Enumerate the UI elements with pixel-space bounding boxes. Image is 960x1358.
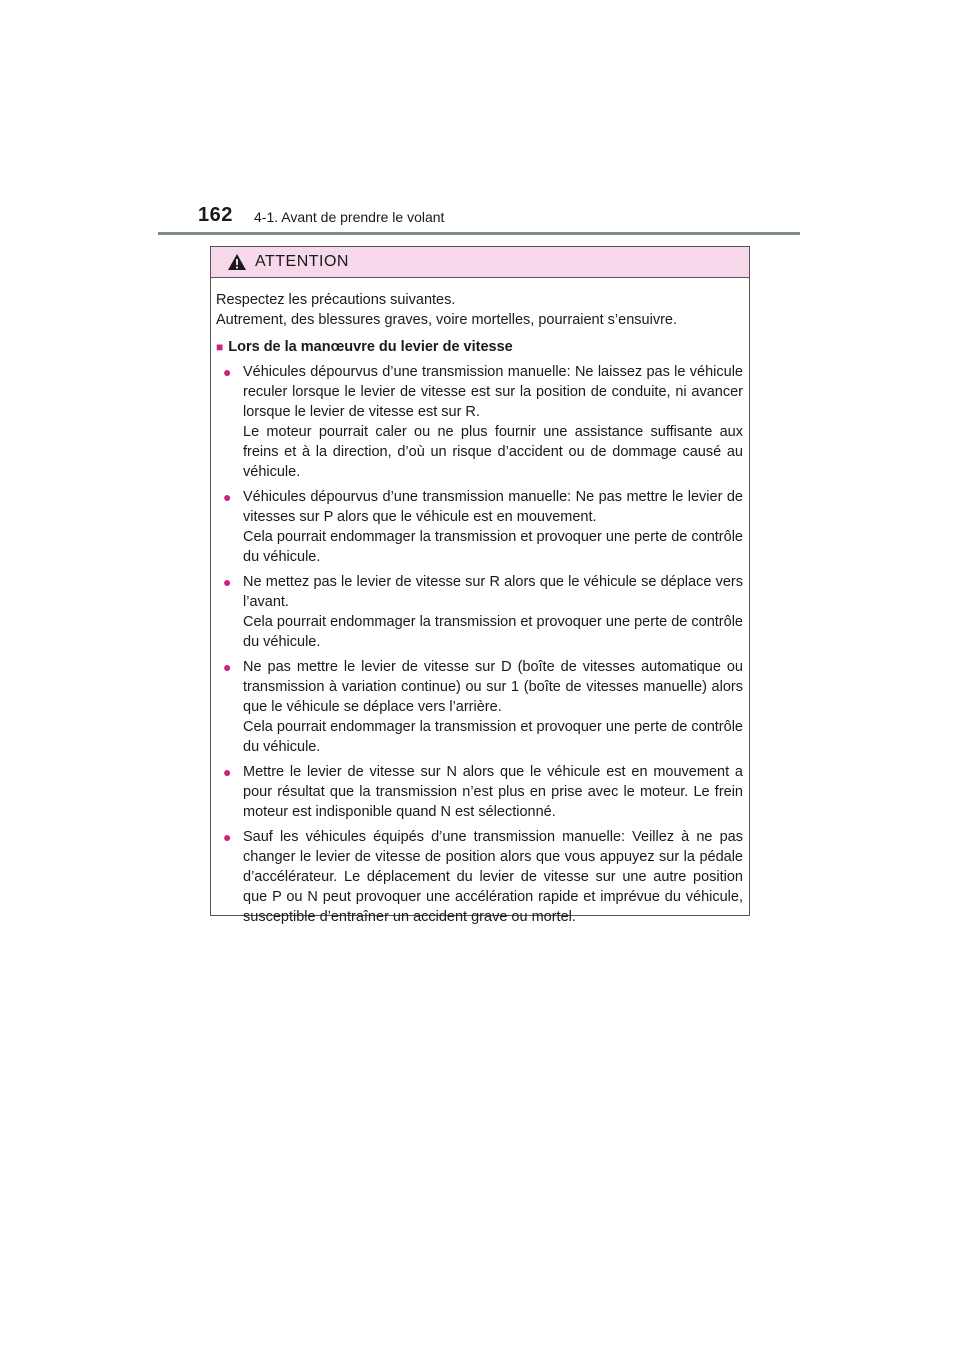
list-item bbox=[223, 487, 743, 567]
warning-title: ATTENTION bbox=[255, 253, 349, 270]
item-text: Mettre le levier de vitesse sur N alors que le véhicule est en mouvement a pour résultat que la transmission n’est plus en prise avec le moteur. Le frein moteur est indisponible quand N est sélectionné. bbox=[243, 764, 743, 820]
list-item bbox=[223, 362, 743, 482]
item-text: Ne pas mettre le levier de vitesse sur D (boîte de vitesses automatique ou transmission à variation continue) ou sur 1 (boîte de vitesses manuelle) alors que le véhicule se déplace vers l’arrière. bbox=[243, 659, 743, 715]
list-item bbox=[223, 657, 743, 757]
list-item bbox=[223, 827, 743, 927]
list-item bbox=[223, 762, 743, 822]
warning-intro bbox=[216, 290, 743, 330]
item-note: Cela pourrait endommager la transmission et provoquer une perte de contrôle du véhicule. bbox=[243, 719, 743, 755]
item-text: Véhicules dépourvus d’une transmission manuelle: Ne pas mettre le levier de vitesses sur P alors que le véhicule est en mouvement. bbox=[243, 489, 743, 525]
circle-bullet-icon: ● bbox=[223, 829, 232, 845]
item-note: Cela pourrait endommager la transmission et provoquer une perte de contrôle du véhicule. bbox=[243, 614, 743, 650]
circle-bullet-icon: ● bbox=[223, 659, 232, 675]
list-item bbox=[223, 572, 743, 652]
topic-title: Lors de la manœuvre du levier de vitesse bbox=[228, 339, 513, 355]
item-text: Sauf les véhicules équipés d’une transmission manuelle: Veillez à ne pas changer le levier de vitesse de position alors que vous appuyez sur la pédale d’accélérateur. Le déplacement du levier de vitesse sur une autre position que P ou N peut provoquer une accélération rapide et imprévue du véhicule, susceptible d’entraîner un accident grave ou mortel. bbox=[243, 829, 743, 925]
warning-box bbox=[210, 246, 750, 925]
warning-triangle-icon bbox=[227, 253, 247, 271]
circle-bullet-icon: ● bbox=[223, 764, 232, 780]
warning-header bbox=[211, 247, 749, 278]
page-header bbox=[158, 204, 800, 236]
header-rule bbox=[158, 232, 800, 235]
square-bullet-icon: ■ bbox=[216, 340, 224, 354]
warning-items bbox=[216, 362, 743, 927]
circle-bullet-icon: ● bbox=[223, 364, 232, 380]
topic-heading bbox=[216, 337, 743, 357]
intro-line: Respectez les précautions suivantes. bbox=[216, 292, 456, 308]
warning-body bbox=[211, 278, 749, 927]
item-text: Véhicules dépourvus d’une transmission manuelle: Ne laissez pas le véhicule reculer lorsque le levier de vitesse est sur la position de conduite, ni avancer lorsque le levier de vitesse est sur R. bbox=[243, 364, 743, 420]
page-number: 162 bbox=[198, 204, 233, 226]
item-text: Ne mettez pas le levier de vitesse sur R alors que le véhicule se déplace vers l’avant. bbox=[243, 574, 743, 610]
circle-bullet-icon: ● bbox=[223, 574, 232, 590]
intro-line: Autrement, des blessures graves, voire mortelles, pourraient s’ensuivre. bbox=[216, 312, 677, 328]
item-note: Le moteur pourrait caler ou ne plus fournir une assistance suffisante aux freins et à la direction, d’où un risque d’accident ou de dommage causé au véhicule. bbox=[243, 424, 743, 480]
circle-bullet-icon: ● bbox=[223, 489, 232, 505]
item-note: Cela pourrait endommager la transmission et provoquer une perte de contrôle du véhicule. bbox=[243, 529, 743, 565]
section-title: 4-1. Avant de prendre le volant bbox=[254, 209, 445, 225]
